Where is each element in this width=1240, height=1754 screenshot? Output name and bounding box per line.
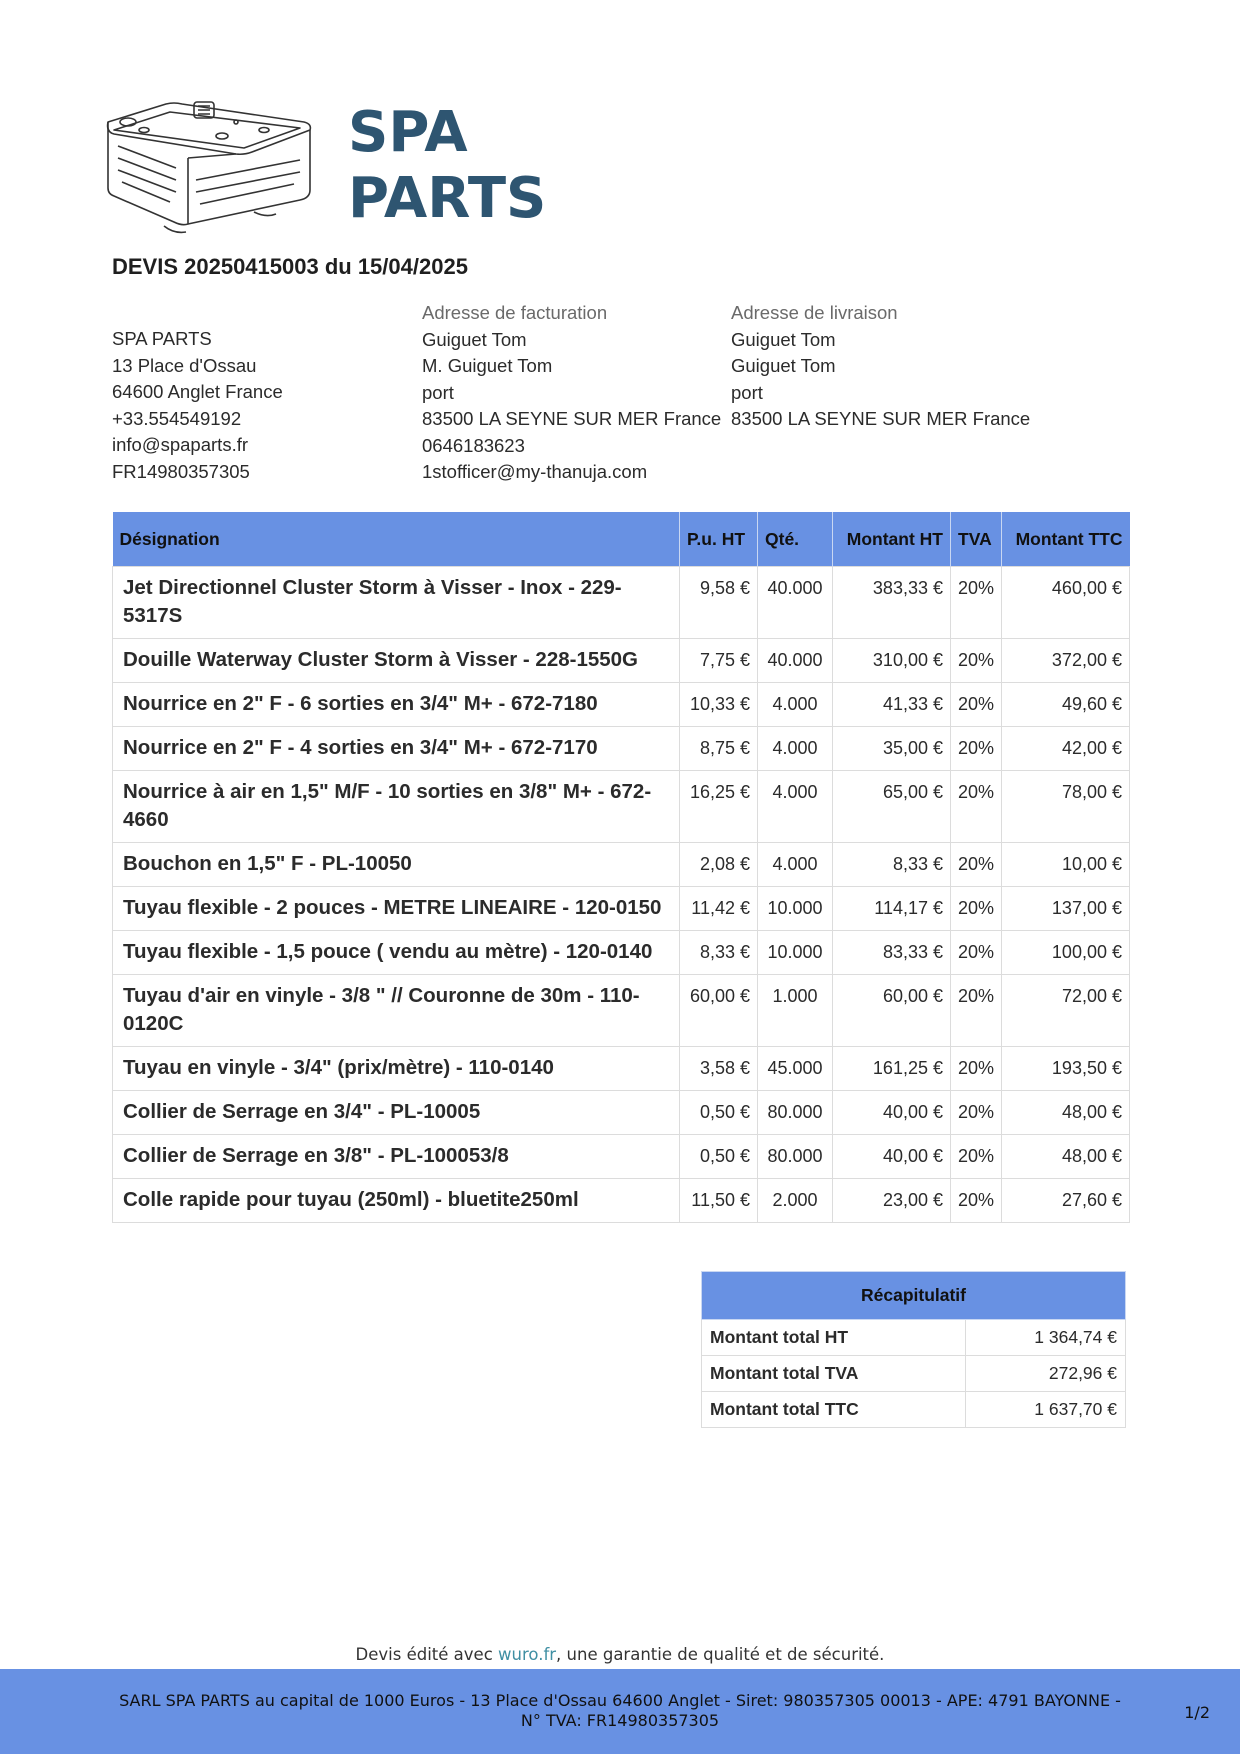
item-amount-ttc: 372,00 € [1002, 639, 1130, 683]
item-amount-ht: 8,33 € [833, 843, 951, 887]
edited-prefix: Devis édité avec [355, 1645, 499, 1664]
item-amount-ht: 35,00 € [833, 727, 951, 771]
item-quantity: 1.000 [758, 975, 833, 1047]
shipping-heading: Adresse de livraison [731, 302, 898, 323]
item-unit-price: 2,08 € [680, 843, 758, 887]
item-vat-rate: 20% [951, 639, 1002, 683]
item-unit-price: 11,50 € [680, 1179, 758, 1223]
item-amount-ht: 83,33 € [833, 931, 951, 975]
table-row [113, 1135, 1130, 1179]
item-unit-price: 10,33 € [680, 683, 758, 727]
item-designation: Tuyau flexible - 1,5 pouce ( vendu au mètre) - 120-0140 [113, 931, 680, 975]
item-unit-price: 60,00 € [680, 975, 758, 1047]
item-quantity: 4.000 [758, 843, 833, 887]
item-vat-rate: 20% [951, 931, 1002, 975]
item-unit-price: 7,75 € [680, 639, 758, 683]
item-quantity: 10.000 [758, 887, 833, 931]
col-header-montant-ht: Montant HT [833, 512, 951, 567]
item-amount-ht: 40,00 € [833, 1135, 951, 1179]
item-amount-ht: 60,00 € [833, 975, 951, 1047]
item-designation: Nourrice en 2" F - 4 sorties en 3/4" M+ - 672-7170 [113, 727, 680, 771]
sender-line: 64600 Anglet France [112, 381, 283, 402]
sender-line: +33.554549192 [112, 407, 242, 429]
item-amount-ttc: 72,00 € [1002, 975, 1130, 1047]
item-amount-ttc: 78,00 € [1002, 771, 1130, 843]
item-amount-ht: 161,25 € [833, 1047, 951, 1091]
item-amount-ttc: 10,00 € [1002, 843, 1130, 887]
item-amount-ht: 41,33 € [833, 683, 951, 727]
col-header-montant-ttc: Montant TTC [1002, 512, 1130, 567]
recap-title: Récapitulatif [702, 1272, 1126, 1320]
item-unit-price: 11,42 € [680, 887, 758, 931]
recap-row [702, 1320, 1126, 1356]
item-vat-rate: 20% [951, 1091, 1002, 1135]
billing-line: Guiguet Tom [422, 328, 527, 350]
item-unit-price: 9,58 € [680, 567, 758, 639]
item-amount-ht: 310,00 € [833, 639, 951, 683]
brand-wordmark [348, 100, 546, 232]
item-amount-ht: 40,00 € [833, 1091, 951, 1135]
item-amount-ht: 114,17 € [833, 887, 951, 931]
item-designation: Nourrice en 2" F - 6 sorties en 3/4" M+ - 672-7180 [113, 683, 680, 727]
item-designation: Jet Directionnel Cluster Storm à Visser - Inox - 229-5317S [113, 567, 680, 639]
table-row [113, 1179, 1130, 1223]
table-row [113, 639, 1130, 683]
item-unit-price: 8,75 € [680, 727, 758, 771]
footer-line-1: SARL SPA PARTS au capital de 1000 Euros - 13 Place d'Ossau 64600 Anglet - Siret: 980357305 00013 - APE: 4791 BAYONNE - [119, 1691, 1121, 1710]
item-quantity: 45.000 [758, 1047, 833, 1091]
recap-value: 1 364,74 € [966, 1320, 1126, 1356]
legal-footer [50, 1691, 1190, 1731]
item-amount-ttc: 137,00 € [1002, 887, 1130, 931]
wuro-link[interactable]: wuro.fr [498, 1645, 557, 1664]
item-vat-rate: 20% [951, 843, 1002, 887]
billing-line: 83500 LA SEYNE SUR MER France [422, 408, 722, 429]
item-amount-ht: 65,00 € [833, 771, 951, 843]
table-row [113, 567, 1130, 639]
item-designation: Colle rapide pour tuyau (250ml) - bluetite250ml [113, 1179, 680, 1223]
item-quantity: 4.000 [758, 727, 833, 771]
item-quantity: 40.000 [758, 567, 833, 639]
item-quantity: 80.000 [758, 1135, 833, 1179]
recap-label: Montant total TVA [702, 1356, 966, 1392]
recap-label: Montant total HT [702, 1320, 966, 1356]
spa-tub-logo-icon [104, 100, 314, 240]
document-title: DEVIS 20250415003 du 15/04/2025 [112, 254, 468, 279]
sender-address [112, 326, 283, 485]
recap-value: 1 637,70 € [966, 1392, 1126, 1428]
item-unit-price: 0,50 € [680, 1135, 758, 1179]
page-number: 1/2 [1184, 1703, 1210, 1722]
sender-line: info@spaparts.fr [112, 434, 249, 455]
item-designation: Bouchon en 1,5" F - PL-10050 [113, 843, 680, 887]
item-quantity: 2.000 [758, 1179, 833, 1223]
item-quantity: 4.000 [758, 771, 833, 843]
item-vat-rate: 20% [951, 1047, 1002, 1091]
item-designation: Tuyau en vinyle - 3/4" (prix/mètre) - 110-0140 [113, 1047, 680, 1091]
item-designation: Collier de Serrage en 3/4" - PL-10005 [113, 1091, 680, 1135]
table-row [113, 727, 1130, 771]
table-row [113, 1047, 1130, 1091]
item-quantity: 80.000 [758, 1091, 833, 1135]
items-header-row [113, 512, 1130, 567]
item-vat-rate: 20% [951, 683, 1002, 727]
item-vat-rate: 20% [951, 727, 1002, 771]
table-row [113, 887, 1130, 931]
item-unit-price: 8,33 € [680, 931, 758, 975]
edited-suffix: , une garantie de qualité et de sécurité. [556, 1645, 885, 1664]
item-amount-ttc: 48,00 € [1002, 1135, 1130, 1179]
table-row [113, 975, 1130, 1047]
item-vat-rate: 20% [951, 1135, 1002, 1179]
recap-value: 272,96 € [966, 1356, 1126, 1392]
item-quantity: 10.000 [758, 931, 833, 975]
recap-row [702, 1356, 1126, 1392]
item-designation: Collier de Serrage en 3/8" - PL-100053/8 [113, 1135, 680, 1179]
item-designation: Nourrice à air en 1,5" M/F - 10 sorties en 3/8" M+ - 672-4660 [113, 771, 680, 843]
item-unit-price: 3,58 € [680, 1047, 758, 1091]
item-amount-ttc: 100,00 € [1002, 931, 1130, 975]
sender-line: FR14980357305 [112, 460, 250, 482]
recap-row [702, 1392, 1126, 1428]
item-vat-rate: 20% [951, 887, 1002, 931]
sender-line: SPA PARTS [112, 328, 212, 349]
item-amount-ttc: 49,60 € [1002, 683, 1130, 727]
billing-line: 1stofficer@my-thanuja.com [422, 461, 648, 482]
brand-line-1: SPA [348, 100, 468, 165]
item-amount-ttc: 460,00 € [1002, 567, 1130, 639]
item-designation: Tuyau flexible - 2 pouces - METRE LINEAIRE - 120-0150 [113, 887, 680, 931]
table-row [113, 771, 1130, 843]
footer-band [0, 1669, 1240, 1754]
shipping-line: Guiguet Tom [731, 355, 836, 376]
footer-line-2: N° TVA: FR14980357305 [520, 1711, 720, 1730]
recap-table [701, 1271, 1126, 1428]
item-quantity: 4.000 [758, 683, 833, 727]
table-row [113, 931, 1130, 975]
item-amount-ttc: 27,60 € [1002, 1179, 1130, 1223]
item-amount-ttc: 193,50 € [1002, 1047, 1130, 1091]
item-amount-ht: 383,33 € [833, 567, 951, 639]
edited-with-note [0, 1645, 1240, 1664]
shipping-address [731, 300, 1030, 433]
item-unit-price: 0,50 € [680, 1091, 758, 1135]
item-amount-ttc: 42,00 € [1002, 727, 1130, 771]
brand-line-2: PARTS [348, 166, 547, 231]
billing-line: M. Guiguet Tom [422, 355, 553, 376]
item-designation: Tuyau d'air en vinyle - 3/8 " // Couronne de 30m - 110-0120C [113, 975, 680, 1047]
billing-line: port [422, 381, 454, 403]
table-row [113, 843, 1130, 887]
item-amount-ttc: 48,00 € [1002, 1091, 1130, 1135]
item-amount-ht: 23,00 € [833, 1179, 951, 1223]
item-vat-rate: 20% [951, 1179, 1002, 1223]
table-row [113, 683, 1130, 727]
recap-label: Montant total TTC [702, 1392, 966, 1428]
shipping-line: port [731, 381, 763, 403]
item-vat-rate: 20% [951, 771, 1002, 843]
table-row [113, 1091, 1130, 1135]
item-designation: Douille Waterway Cluster Storm à Visser - 228-1550G [113, 639, 680, 683]
billing-heading: Adresse de facturation [422, 302, 608, 323]
col-header-designation: Désignation [113, 512, 680, 567]
col-header-tva: TVA [951, 512, 1002, 567]
item-quantity: 40.000 [758, 639, 833, 683]
col-header-qty: Qté. [758, 512, 833, 567]
billing-address [422, 300, 721, 486]
billing-line: 0646183623 [422, 434, 525, 456]
shipping-line: Guiguet Tom [731, 328, 836, 350]
item-vat-rate: 20% [951, 975, 1002, 1047]
col-header-pu-ht: P.u. HT [680, 512, 758, 567]
sender-line: 13 Place d'Ossau [112, 354, 257, 376]
shipping-line: 83500 LA SEYNE SUR MER France [731, 408, 1031, 429]
item-unit-price: 16,25 € [680, 771, 758, 843]
items-table [112, 512, 1130, 1223]
item-vat-rate: 20% [951, 567, 1002, 639]
